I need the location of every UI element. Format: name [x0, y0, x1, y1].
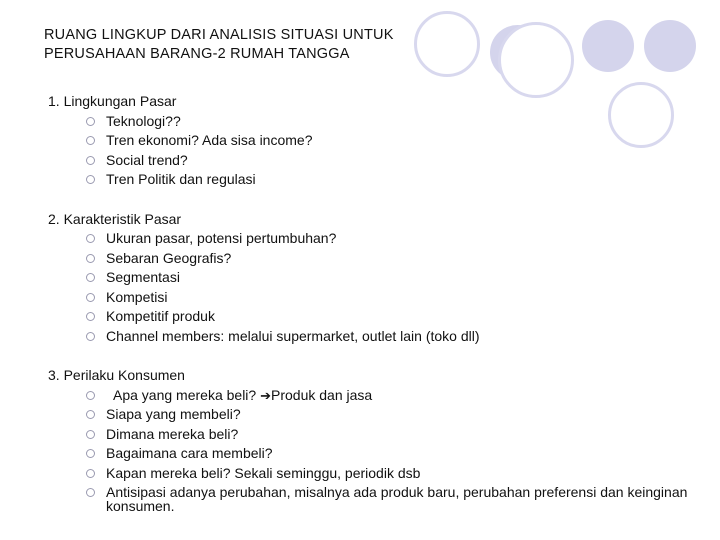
circle-bullet-icon: [86, 430, 95, 439]
list-item: [48, 307, 688, 327]
decorative-circle-ring-2: [498, 22, 574, 98]
list-item-text: Bagaimana cara membeli?: [106, 445, 273, 461]
circle-bullet-icon: [86, 391, 95, 400]
list-item: [48, 386, 688, 406]
list-item: [48, 268, 688, 288]
circle-bullet-icon: [86, 136, 95, 145]
circle-bullet-icon: [86, 175, 95, 184]
list-item: [48, 425, 688, 445]
list-item-text: Kompetisi: [106, 288, 168, 305]
bullet-list: [48, 386, 688, 514]
circle-bullet-icon: [86, 117, 95, 126]
list-item-text: Teknologi??: [106, 112, 181, 129]
list-item-text: Segmentasi: [106, 269, 180, 285]
circle-bullet-icon: [86, 254, 95, 263]
circle-bullet-icon: [86, 273, 95, 282]
list-item-text: Dimana mereka beli?: [106, 425, 239, 442]
list-item-text-part: Produk dan jasa: [271, 386, 373, 403]
slide-title: [44, 26, 484, 64]
decorative-circle-filled-3: [644, 20, 696, 72]
list-item: [48, 112, 688, 132]
list-item-text: [106, 386, 688, 406]
section-heading: 2. Karakteristik Pasar: [48, 210, 182, 227]
decorative-circle-filled-2: [582, 20, 634, 72]
section-lingkungan-pasar: [48, 92, 688, 190]
bullet-list: [48, 229, 688, 346]
list-item: [48, 131, 688, 151]
list-item: [48, 288, 688, 308]
list-item: [48, 249, 688, 269]
list-item-text-part: Apa yang mereka beli?: [106, 386, 261, 403]
list-item: [48, 405, 688, 425]
list-item-text: Channel members: melalui supermarket, outlet lain (toko dll): [106, 327, 480, 344]
list-item-text: Kompetitif produk: [106, 308, 215, 324]
section-heading: 3. Perilaku Konsumen: [48, 367, 185, 383]
circle-bullet-icon: [86, 293, 95, 302]
list-item-text: Tren Politik dan regulasi: [106, 171, 256, 187]
list-item-text: Tren ekonomi? Ada sisa income?: [106, 132, 313, 148]
bullet-list: [48, 112, 688, 190]
list-item-text: Social trend?: [106, 151, 188, 168]
list-item: [48, 327, 688, 347]
list-item: [48, 170, 688, 190]
circle-bullet-icon: [86, 156, 95, 165]
circle-bullet-icon: [86, 312, 95, 321]
circle-bullet-icon: [86, 332, 95, 341]
slide-title-line-1: RUANG LINGKUP DARI ANALISIS SITUASI UNTUK: [44, 27, 394, 43]
list-item-text: Antisipasi adanya perubahan, misalnya ada produk baru, perubahan preferensi dan keinginan konsumen.: [106, 484, 688, 514]
list-item: [48, 444, 688, 464]
section-heading: 1. Lingkungan Pasar: [48, 93, 177, 109]
circle-bullet-icon: [86, 410, 95, 419]
slide-title-line-2: PERUSAHAAN BARANG-2 RUMAH TANGGA: [44, 46, 350, 62]
circle-bullet-icon: [86, 234, 95, 243]
list-item-text: Kapan mereka beli? Sekali seminggu, periodik dsb: [106, 464, 421, 481]
list-item: [48, 151, 688, 171]
list-item: [48, 229, 688, 249]
list-item-text: Sebaran Geografis?: [106, 249, 232, 266]
list-item-text: Siapa yang membeli?: [106, 406, 241, 422]
right-arrow-icon: ➔: [260, 387, 272, 403]
list-item: [48, 483, 688, 513]
section-perilaku-konsumen: [48, 366, 688, 513]
circle-bullet-icon: [86, 469, 95, 478]
circle-bullet-icon: [86, 449, 95, 458]
section-karakteristik-pasar: [48, 210, 688, 347]
list-item-text: Ukuran pasar, potensi pertumbuhan?: [106, 230, 337, 246]
slide-content: [48, 92, 688, 533]
list-item: [48, 464, 688, 484]
circle-bullet-icon: [86, 488, 95, 497]
